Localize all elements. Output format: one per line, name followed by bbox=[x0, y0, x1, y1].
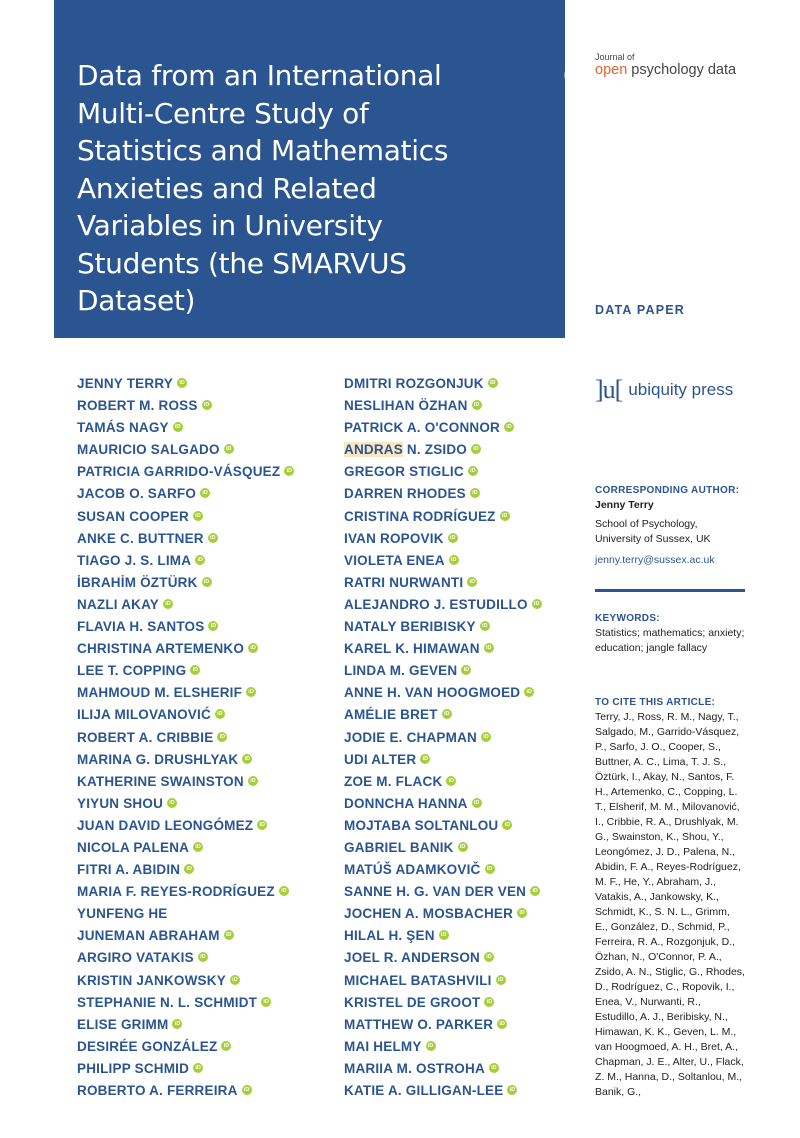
corresponding-name: Jenny Terry bbox=[595, 499, 654, 511]
orcid-icon[interactable]: iD bbox=[470, 488, 480, 498]
orcid-icon[interactable]: iD bbox=[242, 754, 252, 764]
orcid-icon[interactable]: iD bbox=[246, 687, 256, 697]
author-name[interactable] bbox=[344, 883, 542, 905]
corresponding-author-block bbox=[595, 484, 745, 568]
author-name-text: STEPHANIE N. L. SCHMIDT bbox=[77, 994, 258, 1010]
orcid-icon[interactable]: iD bbox=[472, 798, 482, 808]
author-name-text: MARIA F. REYES-RODRÍGUEZ bbox=[77, 884, 275, 900]
author-name-text: CRISTINA RODRÍGUEZ bbox=[344, 508, 496, 524]
author-name-text: GREGOR STIGLIC bbox=[344, 464, 464, 480]
author-name-text: ROBERT M. ROSS bbox=[77, 398, 198, 414]
author-name-text: SANNE H. G. VAN DER VEN bbox=[344, 884, 527, 900]
orcid-icon[interactable]: iD bbox=[230, 975, 240, 985]
author-name[interactable] bbox=[77, 596, 294, 618]
orcid-icon[interactable]: iD bbox=[215, 709, 225, 719]
author-name[interactable] bbox=[344, 817, 542, 839]
orcid-icon[interactable]: iD bbox=[200, 488, 210, 498]
affiliation-line: School of Psychology, bbox=[595, 518, 698, 530]
author-name-text: JENNY TERRY bbox=[77, 376, 173, 391]
author-name[interactable] bbox=[77, 972, 294, 994]
author-name-text: JUAN DAVID LEONGÓMEZ bbox=[77, 817, 254, 833]
author-name-text: FITRI A. ABIDIN bbox=[77, 862, 181, 878]
author-name-text: N. ZSIDO bbox=[402, 442, 468, 458]
author-name-text: PATRICIA GARRIDO-VÁSQUEZ bbox=[77, 464, 281, 480]
author-name[interactable] bbox=[77, 839, 294, 861]
orcid-icon[interactable]: iD bbox=[208, 621, 218, 631]
journal-name-open: open bbox=[595, 62, 628, 78]
author-name[interactable] bbox=[344, 1038, 542, 1060]
orcid-icon[interactable]: iD bbox=[488, 378, 498, 388]
orcid-icon[interactable]: iD bbox=[504, 422, 514, 432]
author-name-text: PATRICK A. O'CONNOR bbox=[344, 420, 501, 436]
orcid-icon[interactable]: iD bbox=[198, 952, 208, 962]
author-name-text: ILIJA MILOVANOVIĆ bbox=[77, 707, 211, 723]
author-name[interactable] bbox=[344, 463, 542, 485]
author-name-text: ROBERTO A. FERREIRA bbox=[77, 1083, 238, 1098]
orcid-icon[interactable]: iD bbox=[442, 709, 452, 719]
author-name-text: DONNCHA HANNA bbox=[344, 795, 468, 811]
orcid-icon[interactable]: iD bbox=[242, 1085, 252, 1095]
author-name[interactable] bbox=[344, 508, 542, 530]
orcid-icon[interactable]: iD bbox=[484, 643, 494, 653]
author-name[interactable] bbox=[344, 706, 542, 728]
orcid-icon[interactable]: iD bbox=[497, 1019, 507, 1029]
author-name-text: MATÚŠ ADAMKOVIČ bbox=[344, 862, 481, 878]
publisher-logo[interactable] bbox=[595, 375, 733, 405]
orcid-icon[interactable]: iD bbox=[484, 997, 494, 1007]
sidebar-divider bbox=[595, 589, 745, 592]
publisher-mark: ]u[ bbox=[595, 375, 623, 404]
cite-text: Terry, J., Ross, R. M., Nagy, T., Salgado, M., Garrido-Vásquez, P., Sarfo, J. O., Cooper, S., Buttner, A. C., Lima, T. J. S., Öztürk, I., Akay, N., Santos, F. H., Artemenko, C., Copping, L. T., Elsherif, M. M., Milovanović, I., Cribbie, R. A., Drushlyak, M. G., Swainston, K., Shou, Y., Leongómez, J. D., Palena, N., Abidin, F. A., Reyes-Rodríguez, M. F., He, Y., Abraham, J., Vatakis, A., Jankowsky, K., Schmidt, K., S. N. L., Grimm, E., González, D., Schmid, P., Ferreira, R. A., Rozgonjuk, D., Özhan, N., O'Connor, P. A., Zsido, A. N., Stiglic, G., Rhodes, D., Rodríguez, C., Ropovik, I., Enea, V., Nurwanti, R., Estudillo, A. J., Beribisky, N., Himawan, K. K., Geven, L. M., van Hoogmoed, A. H., Bret, A., Chapman, J. E., Alter, U., Flack, Z. M., Hanna, D., Soltanlou, M., Banik, G., bbox=[595, 711, 745, 1098]
author-name[interactable] bbox=[77, 949, 294, 971]
article-type: DATA PAPER bbox=[595, 303, 686, 317]
orcid-icon[interactable]: iD bbox=[502, 820, 512, 830]
author-name[interactable] bbox=[344, 839, 542, 861]
keywords-text: Statistics; mathematics; anxiety; education; jangle fallacy bbox=[595, 627, 745, 654]
orcid-icon[interactable]: iD bbox=[190, 665, 200, 675]
author-name[interactable] bbox=[344, 927, 542, 949]
orcid-icon[interactable]: iD bbox=[202, 577, 212, 587]
author-name[interactable] bbox=[77, 618, 294, 640]
author-name[interactable] bbox=[344, 419, 542, 441]
orcid-icon[interactable]: iD bbox=[173, 422, 183, 432]
orcid-icon[interactable]: iD bbox=[496, 975, 506, 985]
author-name[interactable] bbox=[77, 927, 294, 949]
author-name[interactable] bbox=[344, 684, 542, 706]
orcid-icon[interactable]: iD bbox=[472, 400, 482, 410]
author-name[interactable] bbox=[344, 618, 542, 640]
author-name[interactable] bbox=[344, 397, 542, 419]
author-name-text: ROBERT A. CRIBBIE bbox=[77, 729, 214, 745]
author-name[interactable] bbox=[344, 994, 542, 1016]
title-banner bbox=[54, 0, 565, 338]
author-name[interactable] bbox=[77, 574, 294, 596]
author-name[interactable] bbox=[77, 485, 294, 507]
keywords-heading: KEYWORDS: bbox=[595, 613, 660, 624]
author-name[interactable] bbox=[344, 1082, 542, 1104]
orcid-icon[interactable]: iD bbox=[500, 511, 510, 521]
orcid-icon[interactable]: iD bbox=[208, 533, 218, 543]
author-name[interactable] bbox=[77, 706, 294, 728]
author-name[interactable] bbox=[77, 729, 294, 751]
journal-logo[interactable] bbox=[595, 52, 736, 78]
author-name[interactable] bbox=[77, 397, 294, 419]
author-name-text: MICHAEL BATASHVILI bbox=[344, 972, 492, 988]
cite-heading: TO CITE THIS ARTICLE: bbox=[595, 697, 716, 708]
author-name[interactable] bbox=[77, 817, 294, 839]
author-name[interactable] bbox=[77, 795, 294, 817]
author-name-text: ANKE C. BUTTNER bbox=[77, 530, 204, 546]
orcid-icon[interactable]: iD bbox=[261, 997, 271, 1007]
journal-name-rest: psychology data bbox=[627, 62, 737, 78]
author-name-text: JODIE E. CHAPMAN bbox=[344, 729, 477, 745]
orcid-icon[interactable]: iD bbox=[448, 533, 458, 543]
author-name-text: DARREN RHODES bbox=[344, 486, 466, 502]
author-name[interactable] bbox=[77, 773, 294, 795]
author-name[interactable] bbox=[344, 662, 542, 684]
orcid-icon[interactable]: iD bbox=[426, 1041, 436, 1051]
orcid-icon[interactable]: iD bbox=[530, 886, 540, 896]
author-name-text: HILAL H. ŞEN bbox=[344, 928, 435, 944]
author-name-text: ELISE GRIMM bbox=[77, 1016, 169, 1032]
author-name[interactable] bbox=[77, 662, 294, 684]
author-name[interactable] bbox=[344, 530, 542, 552]
orcid-icon[interactable]: iD bbox=[167, 798, 177, 808]
author-name-text: KRISTIN JANKOWSKY bbox=[77, 972, 226, 988]
author-name-text: CHRISTINA ARTEMENKO bbox=[77, 641, 245, 657]
author-name-text: GABRIEL BANIK bbox=[344, 839, 454, 855]
author-name[interactable] bbox=[344, 972, 542, 994]
orcid-icon[interactable]: iD bbox=[195, 555, 205, 565]
author-name[interactable] bbox=[344, 1016, 542, 1038]
orcid-icon[interactable]: iD bbox=[524, 687, 534, 697]
orcid-icon[interactable]: iD bbox=[461, 665, 471, 675]
author-name[interactable] bbox=[344, 574, 542, 596]
orcid-icon[interactable]: iD bbox=[217, 732, 227, 742]
author-name-text: MATTHEW O. PARKER bbox=[344, 1016, 494, 1032]
article-title: Data from an International Multi-Centre Study of Statistics and Mathematics Anxieties and Related Variables in University Students (the SMARVUS Dataset) bbox=[77, 59, 449, 317]
orcid-icon[interactable]: iD bbox=[257, 820, 267, 830]
orcid-icon[interactable]: iD bbox=[172, 1019, 182, 1029]
author-name-text: YUNFENG HE bbox=[77, 906, 168, 922]
author-name-highlighted[interactable] bbox=[344, 441, 542, 463]
orcid-icon[interactable]: iD bbox=[420, 754, 430, 764]
author-name[interactable] bbox=[77, 861, 294, 883]
orcid-icon[interactable]: iD bbox=[193, 511, 203, 521]
author-name-text: KRISTEL DE GROOT bbox=[344, 994, 481, 1010]
orcid-icon[interactable]: iD bbox=[507, 1085, 517, 1095]
author-name[interactable] bbox=[77, 905, 294, 927]
author-name-text: MAURICIO SALGADO bbox=[77, 442, 220, 458]
orcid-icon[interactable]: iD bbox=[480, 621, 490, 631]
author-name[interactable] bbox=[77, 375, 294, 397]
orcid-icon[interactable]: iD bbox=[224, 444, 234, 454]
author-name[interactable] bbox=[77, 508, 294, 530]
author-name[interactable] bbox=[77, 530, 294, 552]
orcid-icon[interactable]: iD bbox=[193, 1063, 203, 1073]
author-name[interactable] bbox=[344, 640, 542, 662]
author-name-text: ALEJANDRO J. ESTUDILLO bbox=[344, 596, 528, 612]
author-name-text: IVAN ROPOVIK bbox=[344, 530, 444, 546]
author-name-text: MAI HELMY bbox=[344, 1038, 422, 1054]
author-name[interactable] bbox=[344, 552, 542, 574]
author-name-text: SUSAN COOPER bbox=[77, 508, 189, 524]
orcid-icon[interactable]: iD bbox=[517, 908, 527, 918]
author-name-text: JOEL R. ANDERSON bbox=[344, 950, 480, 966]
author-name-text: PHILIPP SCHMID bbox=[77, 1060, 190, 1076]
author-name[interactable] bbox=[344, 905, 542, 927]
author-name[interactable] bbox=[344, 773, 542, 795]
author-name[interactable] bbox=[77, 684, 294, 706]
email-link[interactable]: jenny.terry@sussex.ac.uk bbox=[595, 554, 715, 566]
orcid-icon[interactable]: iD bbox=[481, 732, 491, 742]
affiliation-line: University of Sussex, UK bbox=[595, 533, 711, 545]
author-name-text: KATIE A. GILLIGAN-LEE bbox=[344, 1083, 504, 1098]
author-name[interactable] bbox=[77, 1016, 294, 1038]
keywords-block bbox=[595, 612, 745, 656]
author-name-text: MOJTABA SOLTANLOU bbox=[344, 817, 499, 833]
author-name-text: MARIIA M. OSTROHA bbox=[344, 1060, 485, 1076]
author-name[interactable] bbox=[77, 441, 294, 463]
author-name[interactable] bbox=[77, 883, 294, 905]
orcid-icon[interactable]: iD bbox=[284, 466, 294, 476]
author-name-text: LINDA M. GEVEN bbox=[344, 663, 458, 679]
author-name-text: NAZLI AKAY bbox=[77, 596, 160, 612]
author-name-text: MAHMOUD M. ELSHERIF bbox=[77, 685, 243, 701]
orcid-icon[interactable]: iD bbox=[279, 886, 289, 896]
author-name[interactable] bbox=[77, 1038, 294, 1060]
orcid-icon[interactable]: iD bbox=[489, 1063, 499, 1073]
author-name-text: DMITRI ROZGONJUK bbox=[344, 376, 484, 391]
author-name[interactable] bbox=[344, 485, 542, 507]
orcid-icon[interactable]: iD bbox=[202, 400, 212, 410]
publisher-name: ubiquity press bbox=[628, 380, 734, 399]
orcid-icon[interactable]: iD bbox=[221, 1041, 231, 1051]
author-name-text: İBRAHİM ÖZTÜRK bbox=[77, 574, 198, 590]
author-name[interactable] bbox=[77, 463, 294, 485]
author-list-left bbox=[77, 375, 294, 1104]
author-name[interactable] bbox=[77, 751, 294, 773]
author-name-text: DESIRÉE GONZÁLEZ bbox=[77, 1038, 218, 1054]
author-name[interactable] bbox=[344, 375, 542, 397]
author-name-text: KATHERINE SWAINSTON bbox=[77, 773, 244, 789]
author-name-text: NICOLA PALENA bbox=[77, 839, 190, 855]
orcid-icon[interactable]: iD bbox=[449, 555, 459, 565]
highlighted-text: ANDRAS bbox=[344, 442, 403, 458]
orcid-icon[interactable]: iD bbox=[467, 577, 477, 587]
author-list-right bbox=[344, 375, 542, 1104]
orcid-icon[interactable]: iD bbox=[484, 952, 494, 962]
orcid-icon[interactable]: iD bbox=[177, 378, 187, 388]
author-name[interactable] bbox=[77, 1060, 294, 1082]
author-name-text: MARINA G. DRUSHLYAK bbox=[77, 751, 239, 767]
orcid-icon[interactable]: iD bbox=[485, 864, 495, 874]
author-name-text: JOCHEN A. MOSBACHER bbox=[344, 906, 514, 922]
author-name[interactable] bbox=[344, 949, 542, 971]
author-name-text: ANNE H. VAN HOOGMOED bbox=[344, 685, 521, 701]
author-name-text: TIAGO J. S. LIMA bbox=[77, 552, 192, 568]
orcid-icon[interactable]: iD bbox=[471, 444, 481, 454]
orcid-icon[interactable]: iD bbox=[248, 776, 258, 786]
orcid-icon[interactable]: iD bbox=[446, 776, 456, 786]
orcid-icon[interactable]: iD bbox=[458, 842, 468, 852]
author-name-text: UDI ALTER bbox=[344, 751, 417, 767]
author-name-text: NESLIHAN ÖZHAN bbox=[344, 398, 468, 414]
author-name-text: NATALY BERIBISKY bbox=[344, 619, 476, 635]
orcid-icon[interactable]: iD bbox=[468, 466, 478, 476]
author-name[interactable] bbox=[344, 1060, 542, 1082]
orcid-icon[interactable]: iD bbox=[248, 643, 258, 653]
author-name-text: YIYUN SHOU bbox=[77, 795, 164, 811]
author-name-text: KAREL K. HIMAWAN bbox=[344, 641, 480, 657]
orcid-icon[interactable]: iD bbox=[163, 599, 173, 609]
author-name[interactable] bbox=[77, 1082, 294, 1104]
orcid-icon[interactable]: iD bbox=[439, 930, 449, 940]
author-name-text: FLAVIA H. SANTOS bbox=[77, 619, 205, 635]
journal-prefix: Journal of bbox=[595, 52, 635, 62]
author-name[interactable] bbox=[77, 552, 294, 574]
author-name-text: AMÉLIE BRET bbox=[344, 707, 438, 723]
author-name-text: TAMÁS NAGY bbox=[77, 420, 169, 436]
open-access-icon bbox=[561, 40, 597, 92]
author-name-text: LEE T. COPPING bbox=[77, 663, 187, 679]
author-name-text: VIOLETA ENEA bbox=[344, 552, 445, 568]
citation-block bbox=[595, 696, 745, 1100]
author-name[interactable] bbox=[77, 994, 294, 1016]
orcid-icon[interactable]: iD bbox=[532, 599, 542, 609]
orcid-icon[interactable]: iD bbox=[184, 864, 194, 874]
author-name-text: JUNEMAN ABRAHAM bbox=[77, 928, 220, 944]
author-name[interactable] bbox=[344, 596, 542, 618]
author-name[interactable] bbox=[77, 640, 294, 662]
author-name-text: RATRI NURWANTI bbox=[344, 574, 464, 590]
author-name[interactable] bbox=[344, 751, 542, 773]
corresponding-heading: CORRESPONDING AUTHOR: bbox=[595, 485, 740, 496]
author-name[interactable] bbox=[344, 795, 542, 817]
orcid-icon[interactable]: iD bbox=[193, 842, 203, 852]
author-name[interactable] bbox=[344, 729, 542, 751]
author-name-text: ZOE M. FLACK bbox=[344, 773, 443, 789]
author-name-text: ARGIRO VATAKIS bbox=[77, 950, 194, 966]
author-name-text: JACOB O. SARFO bbox=[77, 486, 197, 502]
journal-name bbox=[595, 62, 736, 78]
orcid-icon[interactable]: iD bbox=[224, 930, 234, 940]
author-name[interactable] bbox=[77, 419, 294, 441]
author-name[interactable] bbox=[344, 861, 542, 883]
